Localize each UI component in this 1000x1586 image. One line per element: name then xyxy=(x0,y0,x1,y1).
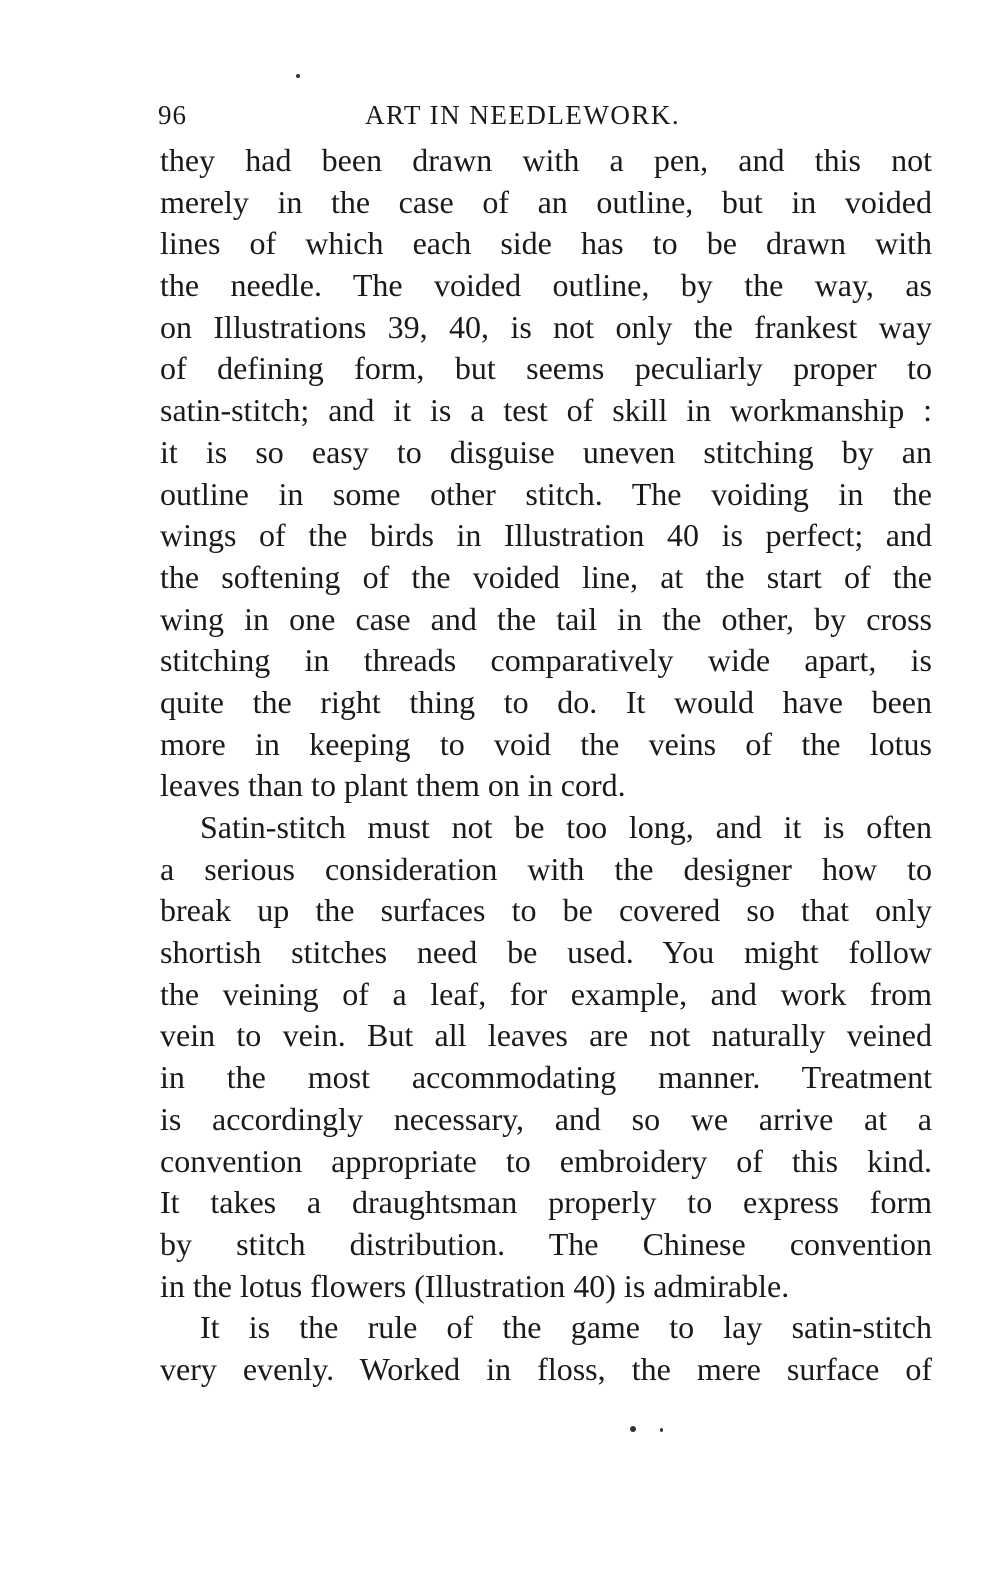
text-line: they had been drawn with a pen, and this not xyxy=(160,142,932,178)
text-line: of defining form, but seems peculiarly proper to xyxy=(160,350,932,387)
running-header xyxy=(160,96,932,140)
text-line: very evenly. Worked in floss, the mere surface of xyxy=(160,1350,932,1387)
body-text xyxy=(160,140,932,1391)
text-line: outline in some other stitch. The voiding in the xyxy=(160,475,932,512)
text-line: wing in one case and the tail in the other, by cross xyxy=(160,600,932,637)
scan-speck xyxy=(630,1426,636,1432)
text-line: by stitch distribution. The Chinese convention xyxy=(160,1225,932,1262)
text-line: it is so easy to disguise uneven stitching by an xyxy=(160,433,932,470)
paragraph-first-line: Satin-stitch must not be too long, and it is often xyxy=(200,809,932,845)
text-line: shortish stitches need be used. You might follow xyxy=(160,934,932,971)
paragraph-first-line: It is the rule of the game to lay satin-stitch xyxy=(200,1309,932,1346)
scan-speck xyxy=(296,74,300,78)
text-line: It takes a draughtsman properly to express form xyxy=(160,1184,932,1221)
text-line: merely in the case of an outline, but in voided xyxy=(160,183,932,220)
text-line: quite the right thing to do. It would have been xyxy=(160,683,932,720)
text-line: in the most accommodating manner. Treatment xyxy=(160,1059,932,1096)
text-line: satin-stitch; and it is a test of skill in workmanship : xyxy=(160,392,932,429)
text-line: more in keeping to void the veins of the lotus xyxy=(160,725,932,762)
text-line: a serious consideration with the designer how to xyxy=(160,850,932,887)
running-title: ART IN NEEDLEWORK. xyxy=(365,100,681,130)
text-line: wings of the birds in Illustration 40 is perfect; and xyxy=(160,517,932,554)
text-line: the softening of the voided line, at the start of the xyxy=(160,558,932,595)
scan-speck xyxy=(660,1428,663,1432)
text-line: the needle. The voided outline, by the way, as xyxy=(160,267,932,304)
text-line: break up the surfaces to be covered so that only xyxy=(160,892,932,929)
text-line: stitching in threads comparatively wide apart, is xyxy=(160,642,932,679)
text-line: in the lotus flowers (Illustration 40) is admirable. xyxy=(160,1267,790,1304)
text-line: the veining of a leaf, for example, and work from xyxy=(160,975,932,1012)
text-line: lines of which each side has to be drawn with xyxy=(160,225,932,262)
page-number: 96 xyxy=(158,100,187,130)
text-line: vein to vein. But all leaves are not naturally veined xyxy=(160,1017,932,1054)
text-line: is accordingly necessary, and so we arrive at a xyxy=(160,1100,932,1137)
text-line: convention appropriate to embroidery of this kind. xyxy=(160,1142,932,1179)
book-page xyxy=(160,96,932,1391)
text-line: leaves than to plant them on in cord. xyxy=(160,767,626,804)
text-line: on Illustrations 39, 40, is not only the frankest way xyxy=(160,308,932,345)
